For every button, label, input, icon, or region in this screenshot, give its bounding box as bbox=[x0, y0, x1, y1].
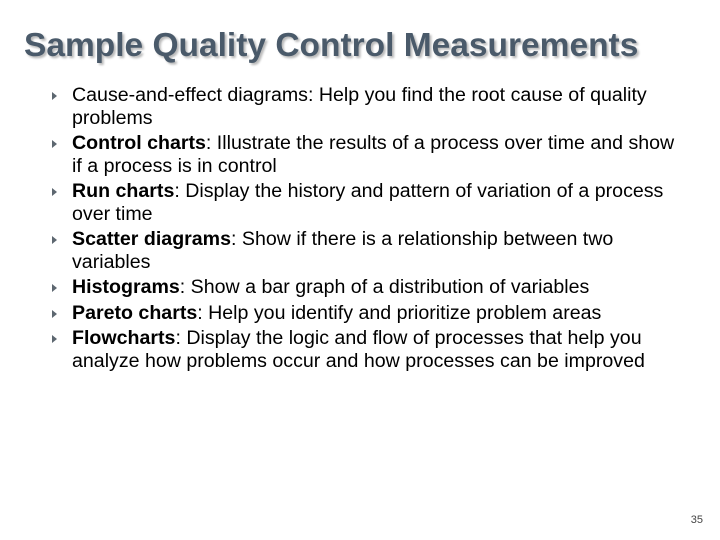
triangle-bullet-icon bbox=[52, 284, 57, 292]
bullet-term: Scatter diagrams bbox=[72, 228, 231, 250]
bullet-term: Histograms bbox=[72, 276, 180, 298]
triangle-bullet-icon bbox=[52, 188, 57, 196]
bullet-text: : Show a bar graph of a distribution of variables bbox=[179, 276, 590, 298]
triangle-bullet-icon bbox=[52, 236, 57, 244]
triangle-bullet-icon bbox=[52, 140, 57, 148]
bullet-item-flowcharts bbox=[50, 327, 685, 372]
bullet-text: : Display the logic and flow of processes that help you analyze how problems occur and how processes can be improved bbox=[72, 327, 645, 372]
bullet-item-histograms bbox=[50, 276, 685, 299]
bullet-term: Pareto charts bbox=[72, 301, 198, 324]
bullet-text: : Illustrate the results of a process over time and show if a process is in control bbox=[72, 132, 675, 177]
bullet-term: Control charts bbox=[72, 132, 206, 154]
triangle-bullet-icon bbox=[52, 310, 57, 318]
bullet-list bbox=[50, 84, 685, 375]
bullet-term: Run charts bbox=[72, 180, 175, 202]
bullet-item-control-charts bbox=[50, 132, 685, 177]
bullet-item-cause-effect bbox=[50, 84, 685, 129]
bullet-text: Cause-and-effect diagrams: Help you find the root cause of quality problems bbox=[72, 84, 647, 129]
bullet-item-run-charts bbox=[50, 180, 685, 225]
page-number: 35 bbox=[690, 514, 703, 526]
bullet-text: : Display the history and pattern of variation of a process over time bbox=[72, 180, 664, 225]
bullet-term: Flowcharts bbox=[72, 327, 176, 349]
triangle-bullet-icon bbox=[52, 335, 57, 343]
bullet-text: : Help you identify and prioritize problem areas bbox=[197, 301, 602, 324]
bullet-item-pareto-charts bbox=[50, 302, 685, 325]
bullet-item-scatter-diagrams bbox=[50, 228, 685, 273]
triangle-bullet-icon bbox=[52, 92, 57, 100]
bullet-text: : Show if there is a relationship between two variables bbox=[72, 228, 614, 273]
slide-title: Sample Quality Control Measurements bbox=[24, 27, 639, 64]
